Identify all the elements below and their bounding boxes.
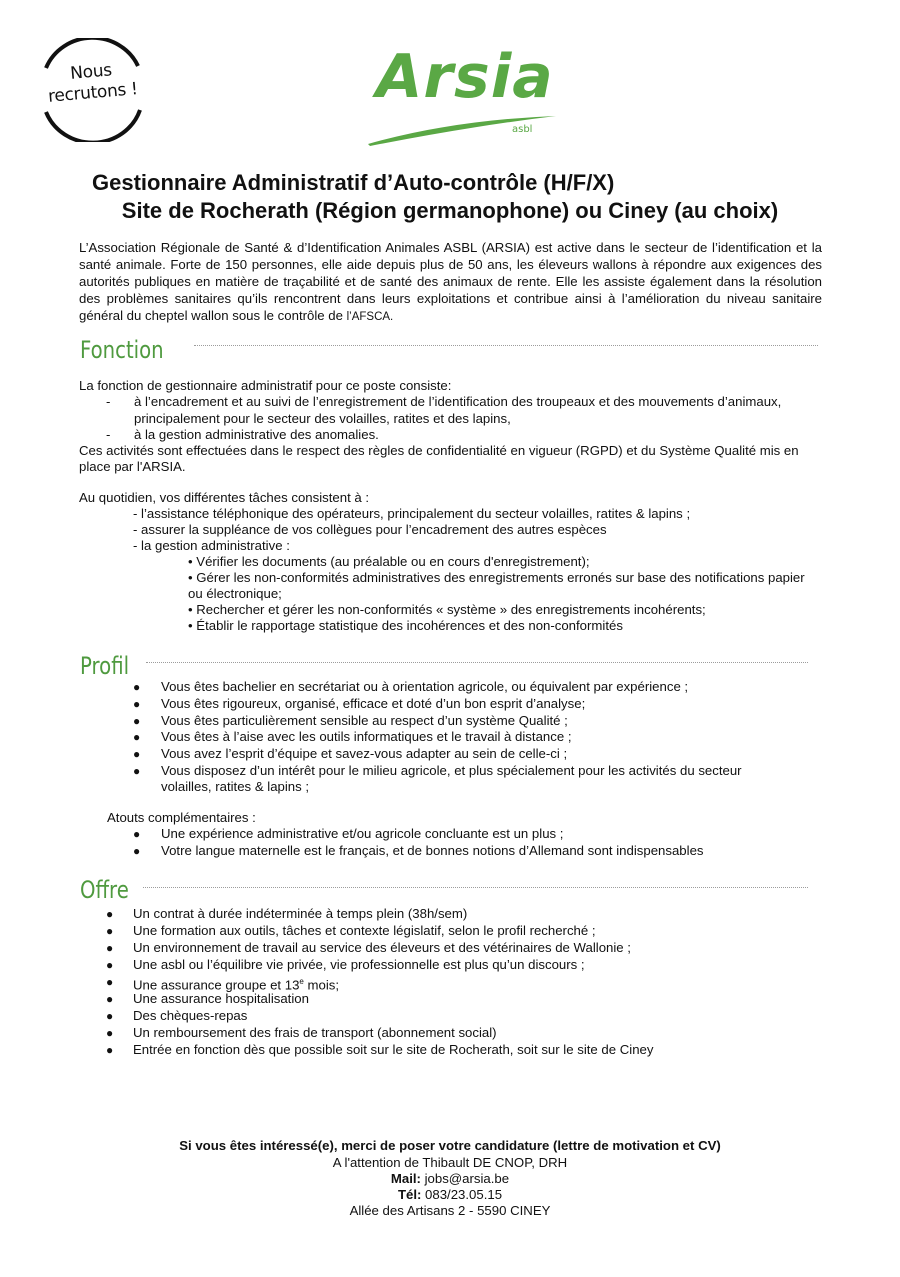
section-title-offre: Offre bbox=[80, 876, 129, 904]
daily-item: - la gestion administrative : bbox=[133, 538, 290, 553]
admin-item-cont: ou électronique; bbox=[188, 586, 282, 601]
profil-item: Vous êtes à l’aise avec les outils informatiques et le travail à distance ; bbox=[161, 729, 572, 744]
offre-item-text: Une assurance groupe et 13 bbox=[133, 977, 300, 993]
offre-item: Entrée en fonction dès que possible soit sur le site de Rocherath, soit sur le site de Ciney bbox=[133, 1042, 654, 1057]
bullet-icon: ● bbox=[106, 958, 114, 972]
admin-item: • Rechercher et gérer les non-conformités « système » des enregistrements incohérents; bbox=[188, 602, 706, 617]
bullet-icon: ● bbox=[106, 924, 114, 938]
profil-item: Vous êtes rigoureux, organisé, efficace et doté d’un bon esprit d’analyse; bbox=[161, 696, 586, 711]
section-fonction-header bbox=[80, 332, 182, 364]
fonction-closing: Ces activités sont effectuées dans le respect des règles de confidentialité en vigueur (RGPD) et du Système Qualité mis en bbox=[79, 443, 799, 458]
footer-attention: A l'attention de Thibault DE CNOP, DRH bbox=[332, 1155, 568, 1170]
section-title-profil: Profil bbox=[80, 652, 130, 680]
offre-item: Une assurance hospitalisation bbox=[133, 991, 309, 1006]
bullet-icon: ● bbox=[106, 1043, 114, 1057]
footer-mail bbox=[0, 1171, 900, 1188]
tel-label: Tél: bbox=[397, 1187, 422, 1202]
logo-wordmark: Arsia bbox=[376, 42, 554, 112]
bullet-icon: ● bbox=[106, 992, 114, 1006]
bullet-icon: ● bbox=[133, 844, 141, 858]
fonction-closing-cont: place par l'ARSIA. bbox=[79, 459, 186, 474]
daily-item: - assurer la suppléance de vos collègues pour l’encadrement des autres espèces bbox=[133, 522, 607, 537]
section-title-fonction: Fonction bbox=[80, 336, 164, 364]
dash-marker: - bbox=[106, 427, 111, 442]
fonction-item-cont: principalement pour le secteur des volailles, ratites et des lapins, bbox=[134, 411, 511, 426]
atouts-item: Votre langue maternelle est le français, et de bonnes notions d’Allemand sont indispensables bbox=[161, 843, 704, 858]
mail-label: Mail: bbox=[390, 1171, 421, 1186]
tel-value: 083/23.05.15 bbox=[421, 1187, 503, 1202]
superscript: e bbox=[299, 977, 304, 986]
atouts-lead: Atouts complémentaires : bbox=[107, 810, 256, 825]
offre-item: Un remboursement des frais de transport (abonnement social) bbox=[133, 1025, 497, 1040]
bullet-icon: ● bbox=[133, 714, 141, 728]
atouts-item: Une expérience administrative et/ou agricole concluante est un plus ; bbox=[161, 826, 564, 841]
intro-afsca: l’AFSCA. bbox=[346, 311, 394, 323]
offre-item: Des chèques-repas bbox=[133, 1008, 248, 1023]
badge-line-2: recrutons ! bbox=[47, 79, 139, 107]
page-subtitle: Site de Rocherath (Région germanophone) ou Ciney (au choix) bbox=[121, 198, 779, 223]
admin-item: • Gérer les non-conformités administratives des enregistrements erronés sur base des notifications papier bbox=[188, 570, 805, 585]
bullet-icon: ● bbox=[133, 764, 141, 778]
bullet-icon: ● bbox=[106, 941, 114, 955]
section-offre-header bbox=[80, 872, 140, 904]
footer-cta: Si vous êtes intéressé(e), merci de poser votre candidature (lettre de motivation et CV) bbox=[179, 1138, 721, 1153]
daily-lead: Au quotidien, vos différentes tâches consistent à : bbox=[79, 490, 370, 505]
bullet-icon: ● bbox=[106, 1026, 114, 1040]
bullet-icon: ● bbox=[106, 975, 114, 989]
footer-address: Allée des Artisans 2 - 5590 CINEY bbox=[349, 1203, 551, 1218]
fonction-item: à l’encadrement et au suivi de l’enregistrement de l’identification des troupeaux et des mouvements d’animaux, bbox=[134, 394, 782, 409]
section-divider bbox=[146, 662, 808, 663]
bullet-icon: ● bbox=[133, 680, 141, 694]
admin-item: • Vérifier les documents (au préalable ou en cours d'enregistrement); bbox=[188, 554, 590, 569]
logo-asbl: asbl bbox=[512, 124, 533, 135]
section-profil-header bbox=[80, 648, 140, 680]
daily-item: - l’assistance téléphonique des opérateurs, principalement du secteur volailles, ratites & lapins ; bbox=[133, 506, 691, 521]
nous-recrutons-badge bbox=[36, 38, 146, 138]
arsia-logo bbox=[362, 40, 562, 150]
bullet-icon: ● bbox=[133, 827, 141, 841]
profil-item: Vous êtes particulièrement sensible au respect d’un système Qualité ; bbox=[161, 713, 568, 728]
bullet-icon: ● bbox=[133, 747, 141, 761]
offre-item: Une formation aux outils, tâches et contexte législatif, selon le profil recherché ; bbox=[133, 923, 596, 938]
offre-item: Une asbl ou l’équilibre vie privée, vie professionnelle est plus qu’un discours ; bbox=[133, 957, 585, 972]
page-title: Gestionnaire Administratif d’Auto-contrôle (H/F/X) bbox=[92, 170, 615, 195]
intro-paragraph bbox=[79, 239, 822, 326]
fonction-lead: La fonction de gestionnaire administratif pour ce poste consiste: bbox=[79, 378, 452, 393]
mail-link[interactable]: jobs@arsia.be bbox=[420, 1171, 510, 1186]
admin-item: • Établir le rapportage statistique des incohérences et des non-conformités bbox=[188, 618, 623, 633]
offre-item: Un contrat à durée indéterminée à temps plein (38h/sem) bbox=[133, 906, 468, 921]
profil-item: Vous disposez d’un intérêt pour le milieu agricole, et plus spécialement pour les activités du secteur bbox=[161, 763, 742, 778]
section-divider bbox=[194, 345, 818, 346]
bullet-icon: ● bbox=[133, 697, 141, 711]
footer-tel bbox=[0, 1187, 900, 1204]
profil-item: Vous êtes bachelier en secrétariat ou à orientation agricole, ou équivalent par expérience ; bbox=[161, 679, 689, 694]
fonction-item: à la gestion administrative des anomalies. bbox=[134, 427, 379, 442]
bullet-icon: ● bbox=[106, 907, 114, 921]
intro-text: L’Association Régionale de Santé & d’Identification Animales ASBL (ARSIA) est active dans le secteur de l’identification et la santé animale. Forte de 150 personnes, elle aide depuis plus de 50 ans, les éleveurs wallons à répondre aux exigences des autorités publiques en matière de traçabilité et de santé des animaux de rente. Elle les assiste également dans la résolution des problèmes sanitaires qu’ils rencontrent dans leurs exploitations et contribue ainsi à l’amélioration du niveau sanitaire général du cheptel wallon sous le contrôle de bbox=[79, 240, 822, 323]
profil-item-cont: volailles, ratites & lapins ; bbox=[161, 779, 310, 794]
bullet-icon: ● bbox=[133, 730, 141, 744]
dash-marker: - bbox=[106, 394, 111, 409]
offre-item-tail: mois; bbox=[303, 977, 340, 993]
badge-line-1: Nous bbox=[69, 60, 113, 84]
section-divider bbox=[143, 887, 808, 888]
offre-item: Un environnement de travail au service des éleveurs et des vétérinaires de Wallonie ; bbox=[133, 940, 631, 955]
bullet-icon: ● bbox=[106, 1009, 114, 1023]
profil-item: Vous avez l’esprit d’équipe et savez-vous adapter au sein de celle-ci ; bbox=[161, 746, 568, 761]
